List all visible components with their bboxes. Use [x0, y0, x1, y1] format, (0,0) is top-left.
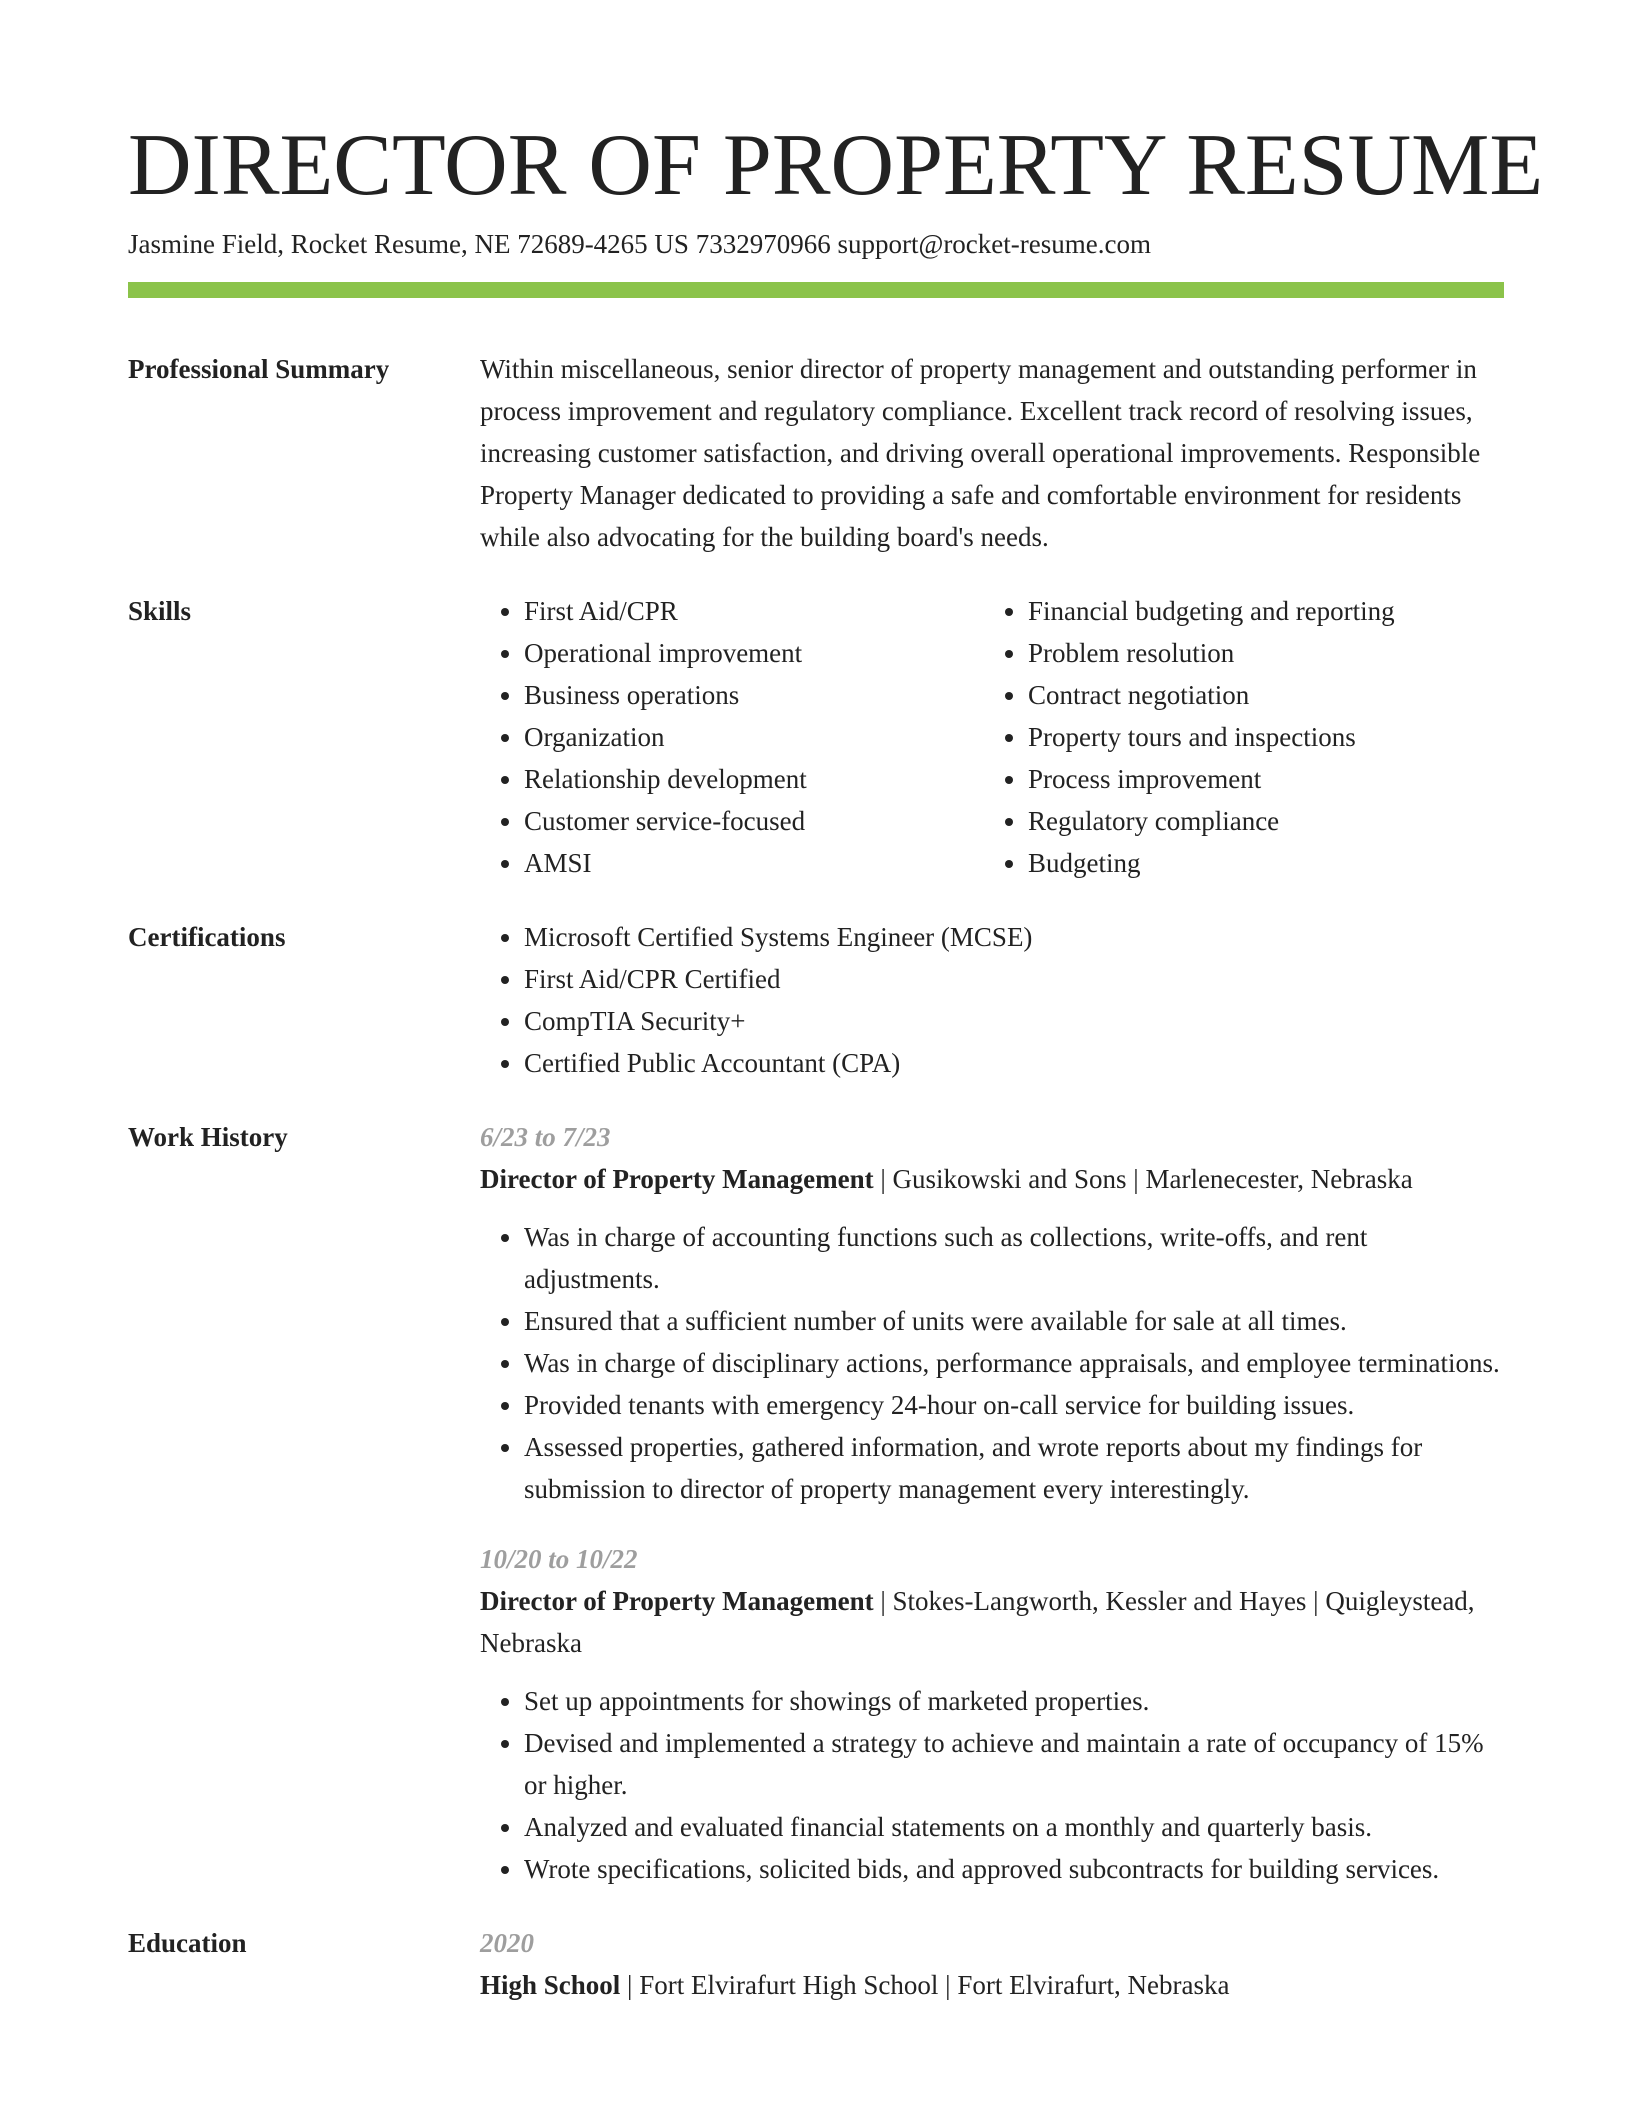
education-heading	[480, 1964, 1504, 2006]
job-bullet: • Set up appointments for showings of marketed properties.	[524, 1680, 1504, 1722]
skill-item: • First Aid/CPR	[524, 590, 984, 632]
job-bullet: • Assessed properties, gathered information, and wrote reports about my findings for submission to director of property management every interestingly.	[524, 1426, 1504, 1510]
job-bullet: • Wrote specifications, solicited bids, and approved subcontracts for building services.	[524, 1848, 1504, 1890]
job-bullet: • Analyzed and evaluated financial statements on a monthly and quarterly basis.	[524, 1806, 1504, 1848]
job-details: | Gusikowski and Sons | Marlenecester, Nebraska	[873, 1163, 1413, 1194]
skill-item: • Regulatory compliance	[1028, 800, 1504, 842]
job-dates: 6/23 to 7/23	[480, 1121, 611, 1152]
work-history-body	[480, 1116, 1504, 1890]
section-professional-summary	[128, 348, 1504, 558]
job-title: Director of Property Management	[480, 1163, 874, 1194]
section-work-history	[128, 1116, 1504, 1890]
job-bullet: • Provided tenants with emergency 24-hour on-call service for building issues.	[524, 1384, 1504, 1426]
section-skills	[128, 590, 1504, 884]
skill-item: • AMSI	[524, 842, 984, 884]
section-education	[128, 1922, 1504, 2006]
resume-title: DIRECTOR OF PROPERTY RESUME	[128, 117, 1544, 214]
skills-list-left	[480, 590, 984, 884]
section-label-work-history: Work History	[128, 1121, 288, 1152]
skill-item: • Relationship development	[524, 758, 984, 800]
accent-divider	[128, 282, 1504, 298]
job-heading	[480, 1158, 1504, 1200]
skill-item: • Property tours and inspections	[1028, 716, 1504, 758]
certification-item: • Microsoft Certified Systems Engineer (MCSE)	[524, 916, 1504, 958]
education-year: 2020	[480, 1927, 534, 1958]
job-heading	[480, 1580, 1504, 1664]
skill-item: • Customer service-focused	[524, 800, 984, 842]
summary-text: Within miscellaneous, senior director of property management and outstanding performer in process improvement and regulatory compliance. Excellent track record of resolving issues, increasing customer satisfaction, and driving overall operational improvements. Responsible Property Manager dedicated to providing a safe and comfortable environment for residents while also advocating for the building board's needs.	[480, 353, 1481, 552]
skill-item: • Budgeting	[1028, 842, 1504, 884]
job-bullet: • Was in charge of disciplinary actions, performance appraisals, and employee terminations.	[524, 1342, 1504, 1384]
resume-page	[128, 117, 1544, 2006]
job-bullet: • Devised and implemented a strategy to achieve and maintain a rate of occupancy of 15% or higher.	[524, 1722, 1504, 1806]
skill-item: • Organization	[524, 716, 984, 758]
education-body	[480, 1922, 1504, 2006]
section-label-summary: Professional Summary	[128, 353, 390, 384]
certification-item: • First Aid/CPR Certified	[524, 958, 1504, 1000]
section-label-skills: Skills	[128, 595, 192, 626]
certification-item: • Certified Public Accountant (CPA)	[524, 1042, 1504, 1084]
skills-columns	[480, 590, 1504, 884]
job-bullet: • Was in charge of accounting functions such as collections, write-offs, and rent adjustments.	[524, 1216, 1504, 1300]
job-entry	[480, 1538, 1504, 1890]
job-bullets	[480, 1216, 1504, 1510]
job-bullet: • Ensured that a sufficient number of units were available for sale at all times.	[524, 1300, 1504, 1342]
education-degree: High School	[480, 1969, 621, 2000]
job-dates: 10/20 to 10/22	[480, 1543, 638, 1574]
certifications-list	[480, 916, 1504, 1084]
skill-item: • Operational improvement	[524, 632, 984, 674]
skills-list-right	[984, 590, 1504, 884]
education-details: | Fort Elvirafurt High School | Fort Elvirafurt, Nebraska	[620, 1969, 1230, 2000]
certifications-body	[480, 916, 1504, 1084]
section-certifications	[128, 916, 1504, 1084]
job-title: Director of Property Management	[480, 1585, 874, 1616]
skill-item: • Financial budgeting and reporting	[1028, 590, 1504, 632]
section-label-education: Education	[128, 1927, 247, 1958]
skill-item: • Problem resolution	[1028, 632, 1504, 674]
contact-line: Jasmine Field, Rocket Resume, NE 72689-4265 US 7332970966 support@rocket-resume.com	[128, 228, 1151, 259]
skill-item: • Business operations	[524, 674, 984, 716]
certification-item: • CompTIA Security+	[524, 1000, 1504, 1042]
skill-item: • Process improvement	[1028, 758, 1504, 800]
job-details: | Stokes-Langworth, Kessler and Hayes | Quigleystead, Nebraska	[480, 1585, 1475, 1658]
skill-item: • Contract negotiation	[1028, 674, 1504, 716]
job-entry	[480, 1116, 1504, 1510]
section-label-certifications: Certifications	[128, 921, 286, 952]
job-bullets	[480, 1680, 1504, 1890]
